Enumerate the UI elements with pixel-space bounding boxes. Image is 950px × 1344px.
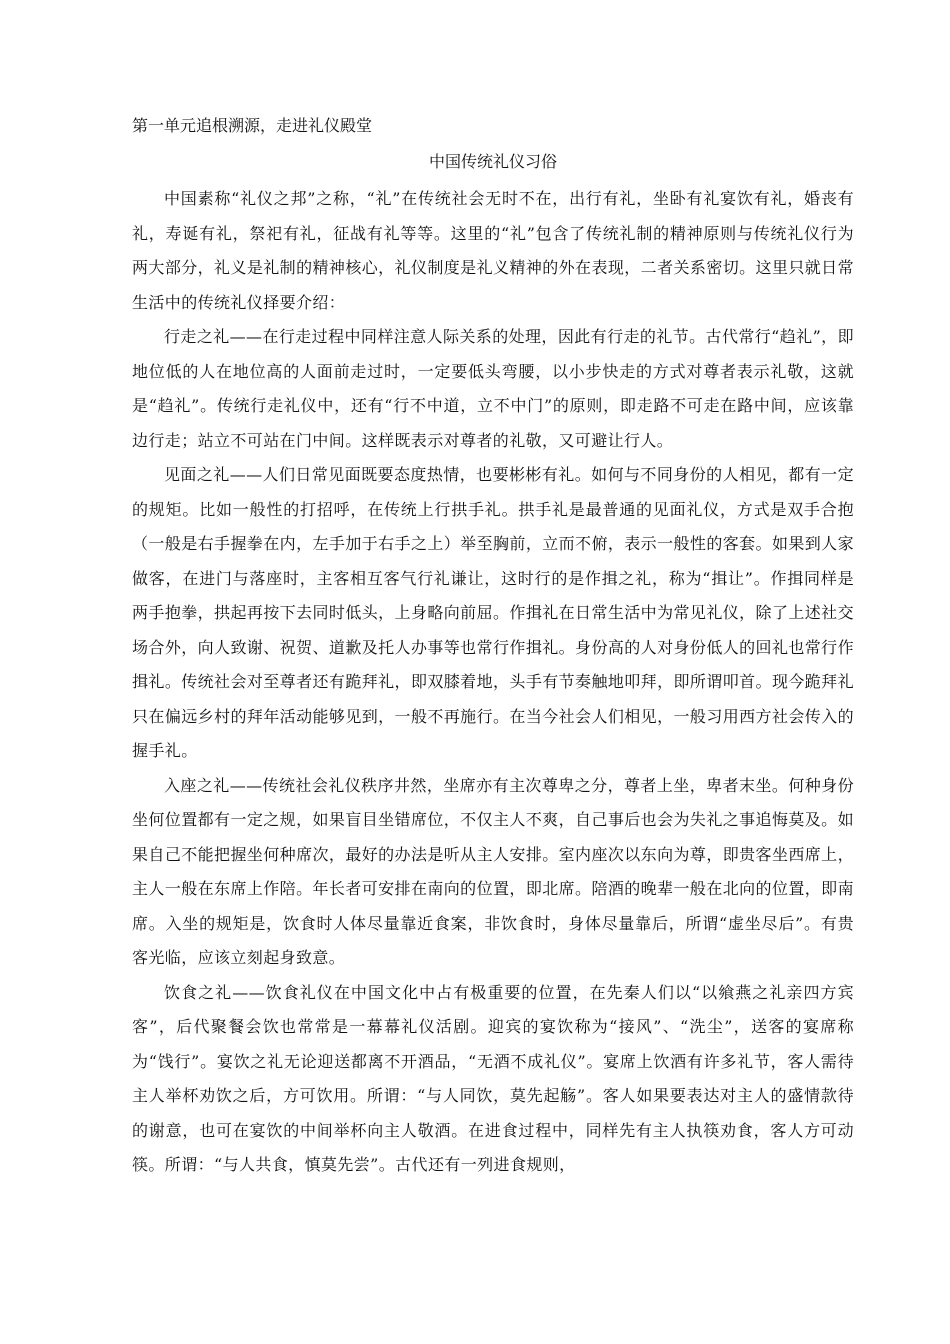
paragraph-seating-etiquette: 入座之礼——传统社会礼仪秩序井然，坐席亦有主次尊卑之分，尊者上坐，卑者末坐。何种身份坐何位置都有一定之规，如果盲目坐错席位，不仅主人不爽，自己事后也会为失礼之事追悔莫及。如果自己不能把握坐何种席次，最好的办法是听从主人安排。室内座次以东向为尊，即贵客坐西席上，主人一般在东席上作陪。年长者可安排在南向的位置，即北席。陪酒的晚辈一般在北向的位置，即南席。入坐的规矩是，饮食时人体尽量靠近食案，非饮食时，身体尽量靠后，所谓“虚坐尽后”。有贵客光临，应该立刻起身致意。 xyxy=(132,775,854,967)
paragraph-dining-etiquette: 饮食之礼——饮食礼仪在中国文化中占有极重要的位置，在先秦人们以“以飨燕之礼亲四方宾客”，后代聚餐会饮也常常是一幕幕礼仪活剧。迎宾的宴饮称为“接风”、“洗尘”，送客的宴席称为“饯行”。宴饮之礼无论迎送都离不开酒品，“无酒不成礼仪”。宴席上饮酒有许多礼节，客人需待主人举杯劝饮之后，方可饮用。所谓：“与人同饮，莫先起觞”。客人如果要表达对主人的盛情款待的谢意，也可在宴饮的中间举杯向主人敬酒。在进食过程中，同样先有主人执筷劝食，客人方可动筷。所谓：“与人共食，慎莫先尝”。古代还有一列进食规则， xyxy=(132,982,854,1174)
paragraph-walking-etiquette: 行走之礼——在行走过程中同样注意人际关系的处理，因此有行走的礼节。古代常行“趋礼”，即地位低的人在地位高的人面前走过时，一定要低头弯腰，以小步快走的方式对尊者表示礼敬，这就是“趋礼”。传统行走礼仪中，还有“行不中道，立不中门”的原则，即走路不可走在路中间，应该靠边行走；站立不可站在门中间。这样既表示对尊者的礼敬，又可避让行人。 xyxy=(132,327,854,450)
paragraph-intro: 中国素称“礼仪之邦”之称，“礼”在传统社会无时不在，出行有礼，坐卧有礼宴饮有礼，婚丧有礼，寿诞有礼，祭祀有礼，征战有礼等等。这里的“礼”包含了传统礼制的精神原则与传统礼仪行为两大部分，礼义是礼制的精神核心，礼仪制度是礼义精神的外在表现，二者关系密切。这里只就日常生活中的传统礼仪择要介绍： xyxy=(132,189,854,312)
article-title: 中国传统礼仪习俗 xyxy=(428,152,557,171)
paragraph-greeting-etiquette: 见面之礼——人们日常见面既要态度热情，也要彬彬有礼。如何与不同身份的人相见，都有一定的规矩。比如一般性的打招呼，在传统上行拱手礼。拱手礼是最普通的见面礼仪，方式是双手合抱（一般是右手握拳在内，左手加于右手之上）举至胸前，立而不俯，表示一般性的客套。如果到人家做客，在进门与落座时，主客相互客气行礼谦让，这时行的是作揖之礼，称为“揖让”。作揖同样是两手抱拳，拱起再按下去同时低头，上身略向前屈。作揖礼在日常生活中为常见礼仪，除了上述社交场合外，向人致谢、祝贺、道歉及托人办事等也常行作揖礼。身份高的人对身份低人的回礼也常行作揖礼。传统社会对至尊者还有跪拜礼，即双膝着地，头手有节奏触地叩拜，即所谓叩首。现今跪拜礼只在偏远乡村的拜年活动能够见到，一般不再施行。在当今社会人们相见，一般习用西方社会传入的握手礼。 xyxy=(132,465,854,760)
unit-heading: 第一单元追根溯源，走进礼仪殿堂 xyxy=(132,116,373,135)
document-page xyxy=(132,112,854,1183)
